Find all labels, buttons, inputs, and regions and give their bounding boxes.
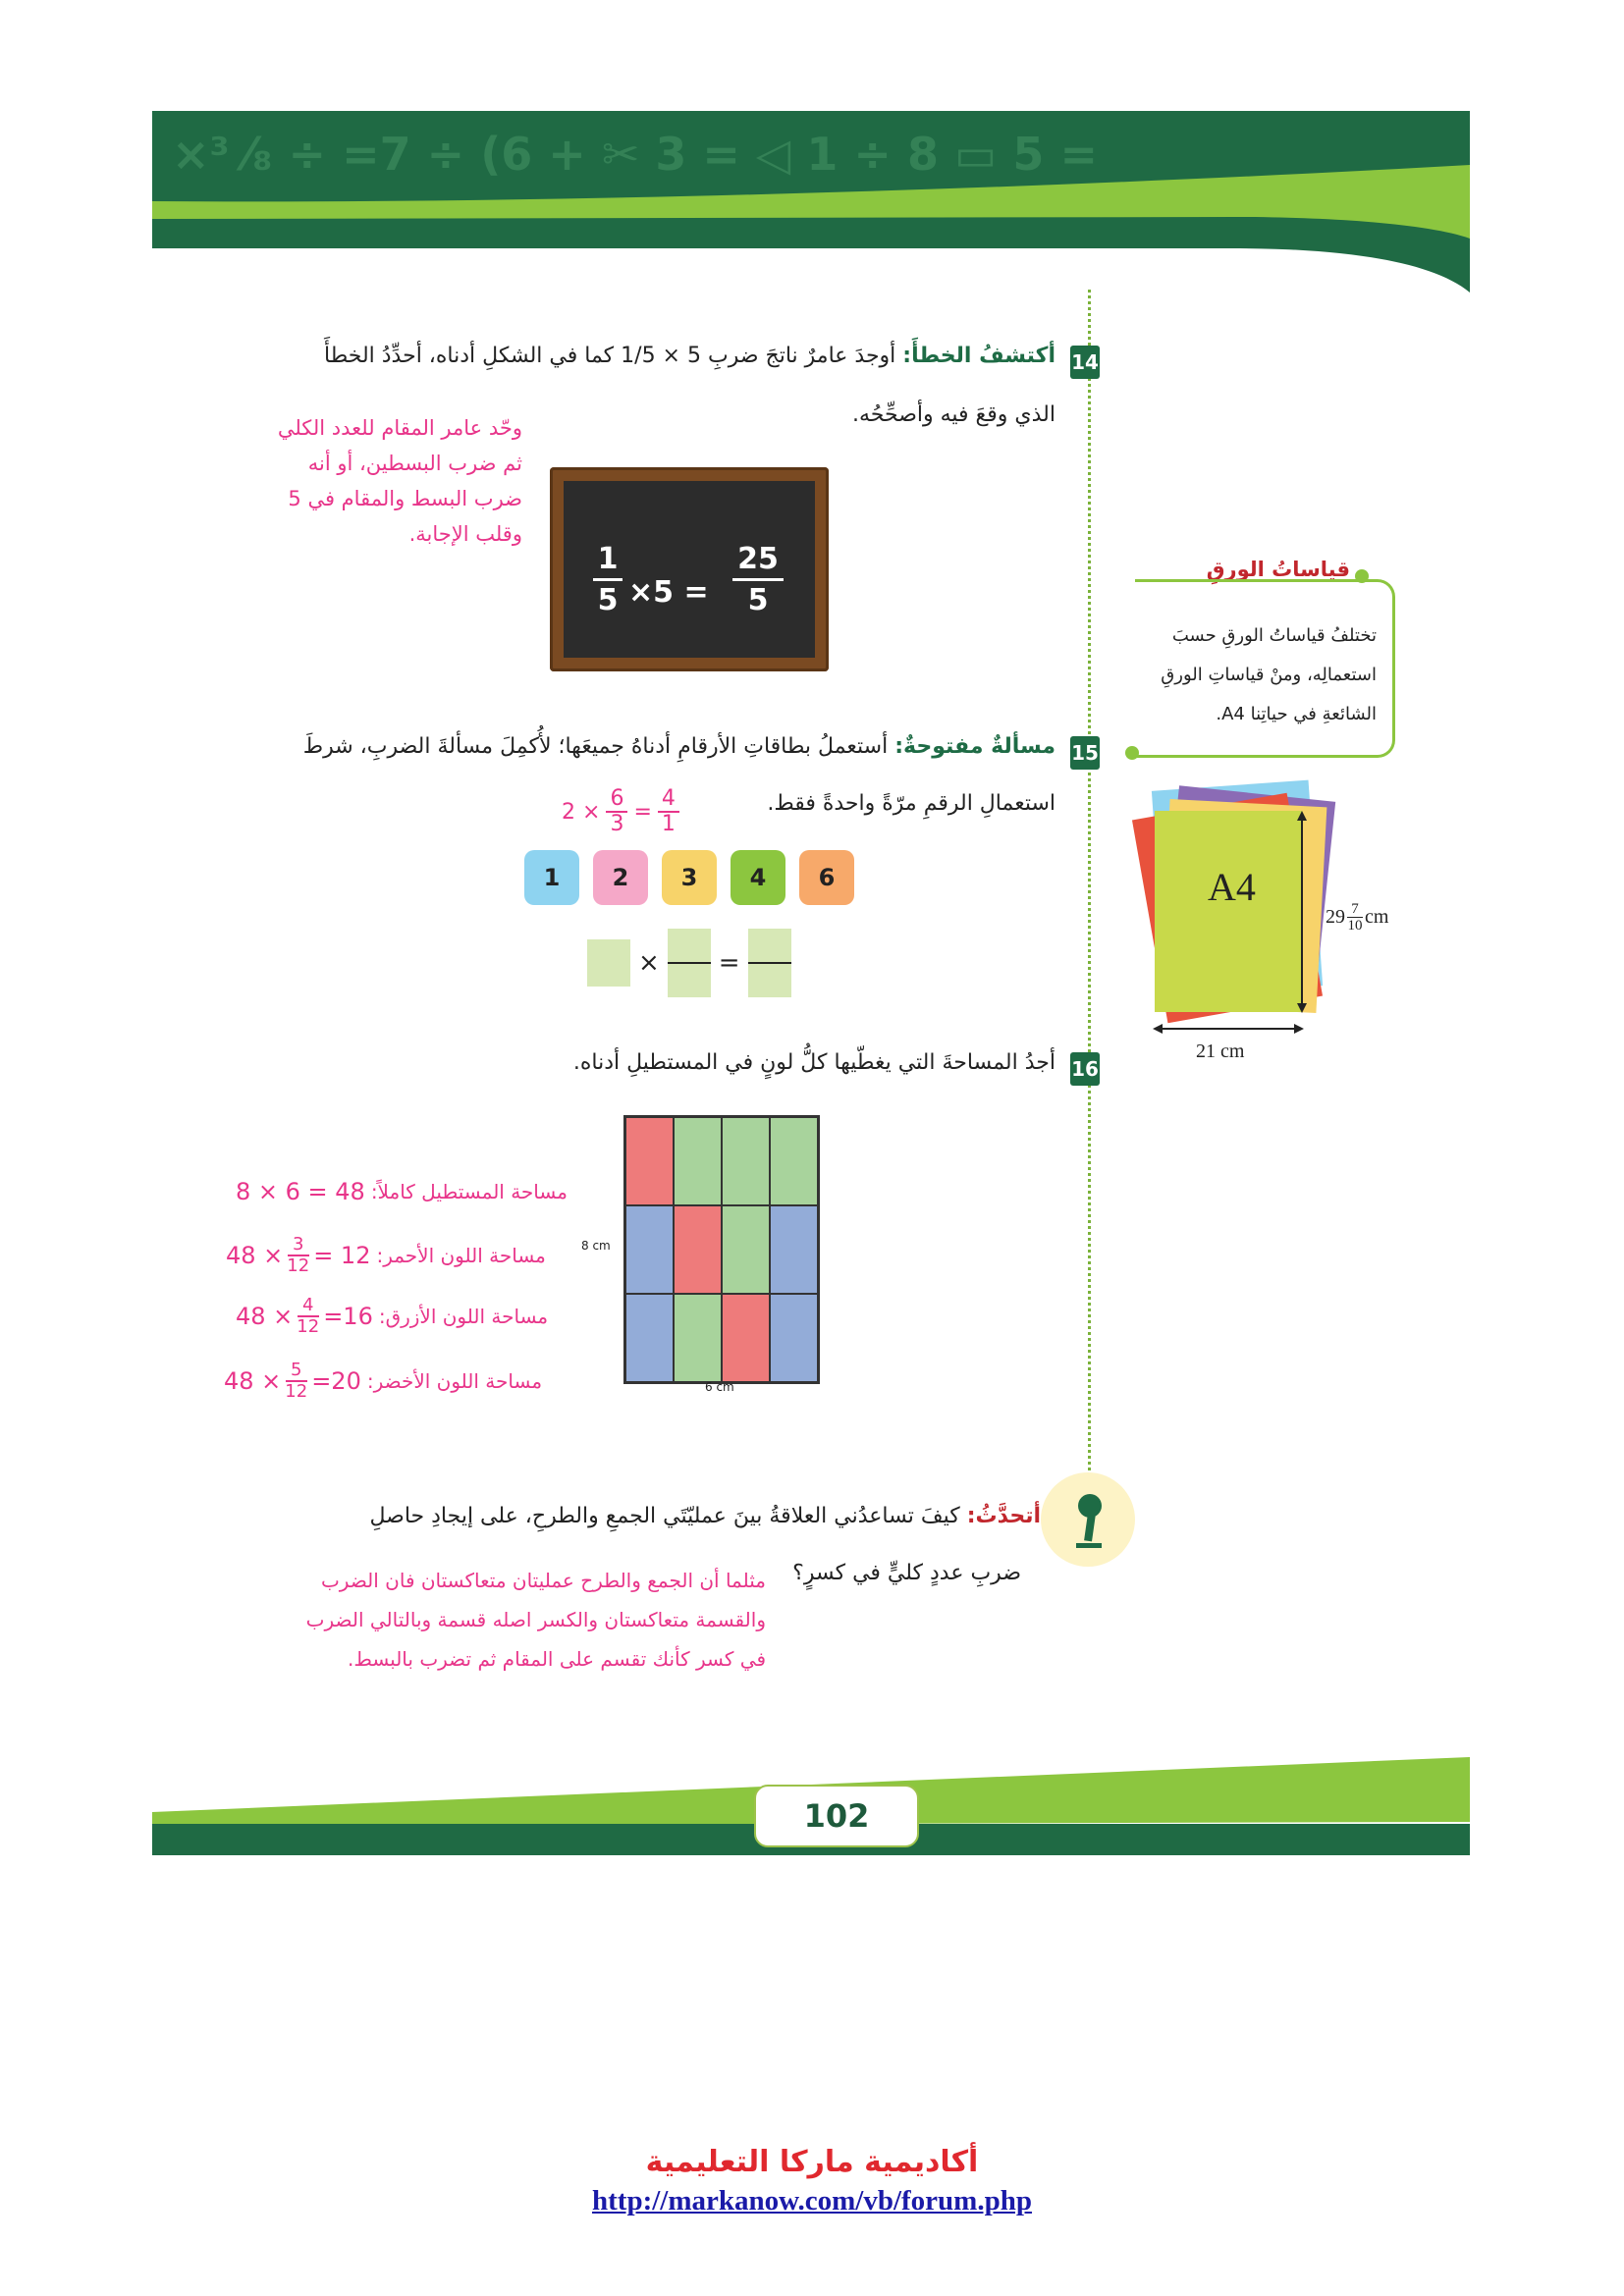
watermark-link[interactable]: http://markanow.com/vb/forum.php [592, 2185, 1032, 2216]
microphone-icon [1041, 1472, 1135, 1567]
number-card-6[interactable]: 6 [799, 850, 854, 905]
sidenote-text: تختلفُ قياساتُ الورقِ حسبَ استعمالِه، ومنْ قياساتِ الورقِ الشائعةِ في حياتِنا A4. [1161, 625, 1377, 724]
question-number-14: 14 [1070, 346, 1100, 379]
grid-cell [722, 1205, 770, 1294]
blank-num1[interactable] [668, 929, 711, 962]
q16-answer-total: مساحة المستطيل كاملاً: 8 × 6 = 48 [236, 1178, 568, 1205]
q16-answer-red: مساحة اللون الأحمر: 48 × 3 12 = 12 [226, 1234, 546, 1276]
number-card-3[interactable]: 3 [662, 850, 717, 905]
question-15-text: أستعملُ بطاقاتِ الأرقامِ أدناهُ جميعَها؛ لأُكمِلَ مسألةَ الضربِ، شرطَ [302, 734, 889, 759]
question-15-line1 [265, 728, 1056, 765]
question-15-answer: 2 × 6 3 = 4 1 [562, 787, 679, 836]
question-16-text: أجدُ المساحةَ التي يغطّيها كلُّ لونٍ في المستطيلِ أدناه. [572, 1050, 1056, 1075]
grid-cell [674, 1294, 722, 1382]
talk-text: كيفَ تساعدُني العلاقةُ بينَ عمليّتَي الجمعِ والطرحِ، على إيجادِ حاصلِ [369, 1504, 960, 1528]
question-number-15: 15 [1070, 736, 1100, 770]
talk-label: أتحدَّثُ: [966, 1504, 1041, 1528]
grid-cell [674, 1205, 722, 1294]
blank-whole[interactable] [587, 939, 630, 987]
board-fraction-right: 25 5 [732, 542, 784, 617]
q16-answer-green: مساحة اللون الأخضر: 48 × 5 12 =20 [224, 1360, 543, 1402]
grid-cell [722, 1117, 770, 1205]
number-card-1[interactable]: 1 [524, 850, 579, 905]
svg-text:×³ ⁄₈ ÷ =7 ÷ (6 + ✂ 3 = ◁ 1 ÷: ×³ ⁄₈ ÷ =7 ÷ (6 + ✂ 3 = ◁ 1 ÷ 8 ▭ 5 = [172, 128, 1098, 181]
chalkboard [550, 467, 829, 671]
number-card-4[interactable]: 4 [731, 850, 785, 905]
grid-cell [625, 1117, 674, 1205]
column-divider [1088, 290, 1091, 1482]
rectangle-side-label: 8 cm [581, 1239, 611, 1253]
grid-cell [722, 1294, 770, 1382]
grid-cell [625, 1294, 674, 1382]
talk-line2: ضربِ عددٍ كليٍّ في كسرٍ؟ [792, 1561, 1021, 1585]
multiplication-template [587, 929, 791, 997]
template-equals: = [718, 948, 740, 978]
grid-cell [770, 1205, 818, 1294]
rectangle-bottom-label: 6 cm [705, 1380, 734, 1394]
blank-den1[interactable] [668, 964, 711, 997]
number-cards [524, 850, 854, 905]
blank-den2[interactable] [748, 964, 791, 997]
board-times: ×5 = [628, 575, 709, 610]
watermark-title: أكاديمية ماركا التعليمية [645, 2145, 979, 2179]
header-banner [152, 111, 1470, 293]
question-number-16: 16 [1070, 1052, 1100, 1086]
grid-cell [770, 1117, 818, 1205]
paper-height-label: 29 7 10 cm [1326, 901, 1389, 934]
question-14-line1 [265, 338, 1056, 374]
q16-answer-blue: مساحة اللون الأزرق: 48 × 4 12 =16 [236, 1295, 549, 1337]
sidenote-title: قياساتُ الورقِ [1206, 558, 1350, 581]
talk-answer: مثلما أن الجمع والطرح عمليتان متعاكستان فان الضرب والقسمة متعاكستان والكسر اصله قسمة وبالتالي الضرب في كسر كأنك تقسم على المقام ثم تضرب بالبسط. [305, 1569, 766, 1671]
grid-cell [770, 1294, 818, 1382]
paper-width-label: 21 cm [1196, 1041, 1245, 1062]
number-card-2[interactable]: 2 [593, 850, 648, 905]
talk-line1 [265, 1498, 1041, 1534]
question-15-line2: استعمالِ الرقمِ مرّةً واحدةً فقط. [767, 791, 1056, 816]
grid-cell [674, 1117, 722, 1205]
colored-rectangle [623, 1115, 820, 1384]
question-15-label: مسألةٌ مفتوحةٌ: [894, 734, 1056, 759]
question-14-label: أكتشفُ الخطأَ: [902, 344, 1056, 368]
sidenote-dot-bottom [1125, 746, 1139, 760]
paper-label: A4 [1208, 865, 1256, 909]
page-number: 102 [754, 1785, 919, 1847]
blank-num2[interactable] [748, 929, 791, 962]
question-14-text: أوجدَ عامرٌ ناتجَ ضربِ 5 × 1/5 كما في الشكلِ أدناه، أحدِّدُ الخطأَ [324, 344, 896, 368]
template-times: × [638, 948, 660, 978]
question-14-answer: وحّد عامر المقام للعدد الكلي ثم ضرب البسطين، أو أنه ضرب البسط والمقام في 5 وقلب الإجابة. [277, 416, 522, 546]
grid-cell [625, 1205, 674, 1294]
question-14-line2: الذي وقعَ فيه وأصحِّحُه. [852, 402, 1056, 427]
board-fraction-left: 1 5 [593, 542, 623, 617]
